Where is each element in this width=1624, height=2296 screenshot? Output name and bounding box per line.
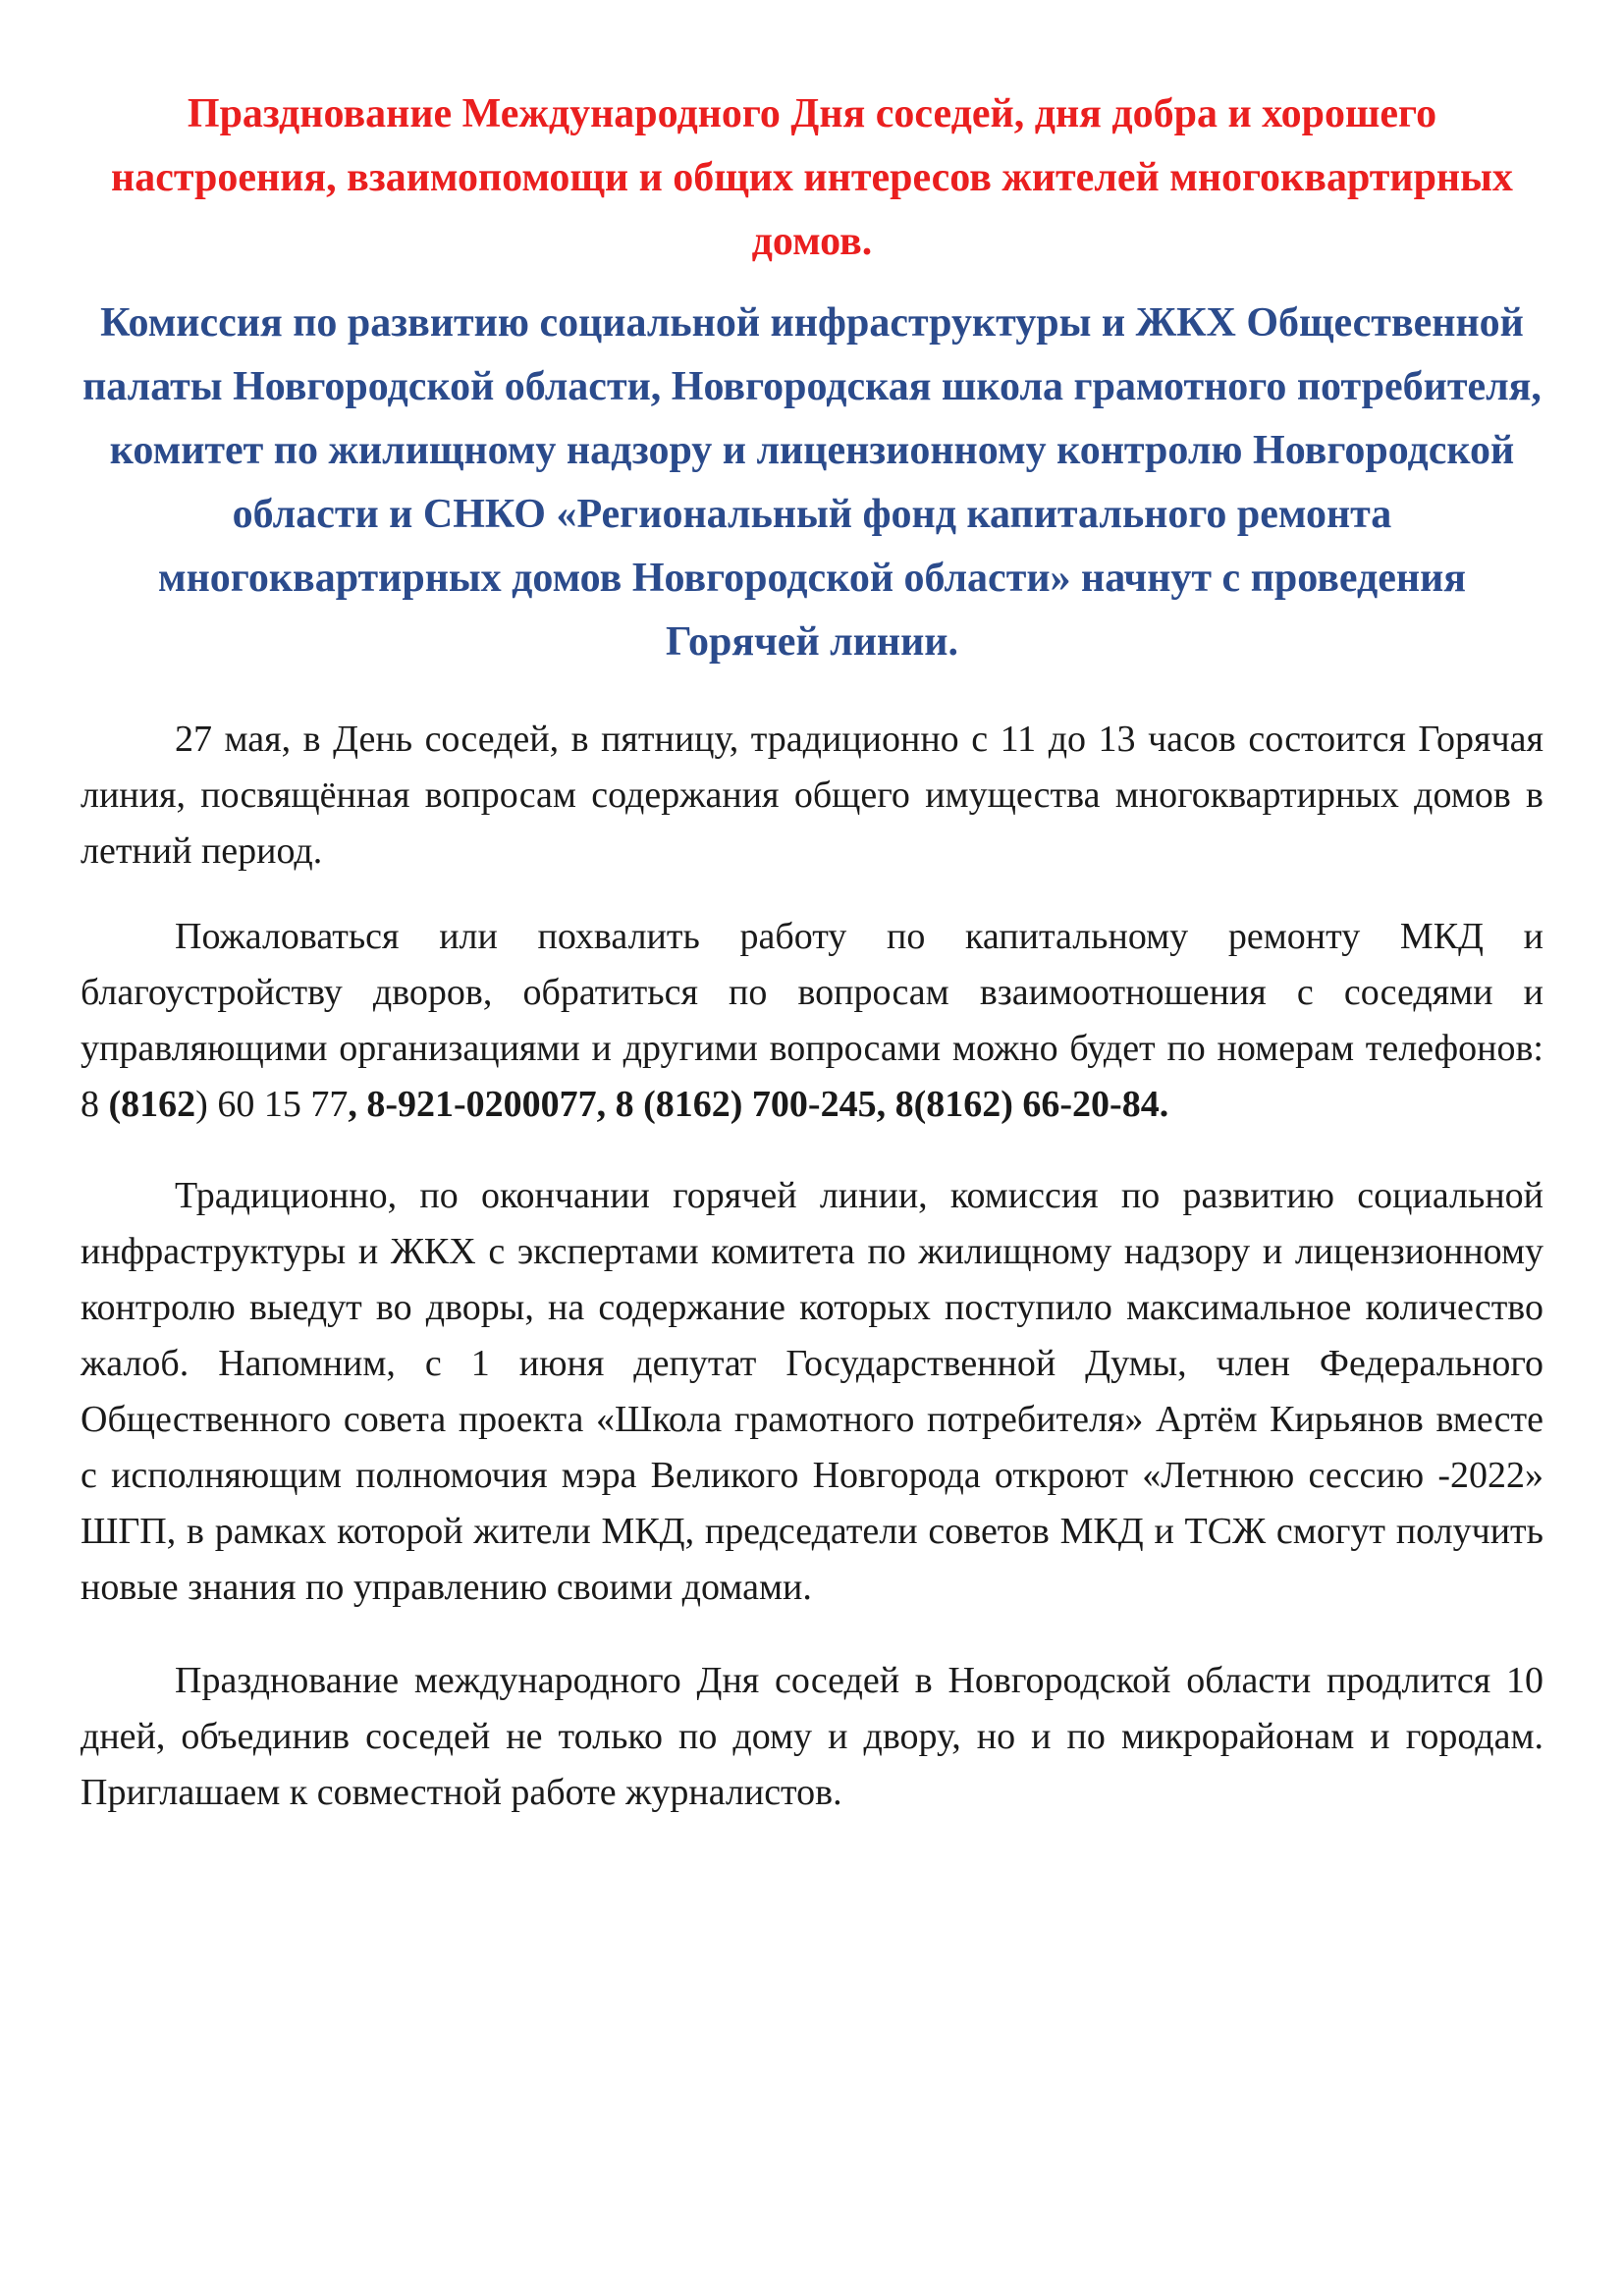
phone-numbers-rest: , 8-921-0200077, 8 (8162) 700-245, 8(8162) 66-20-84. [348,1084,1169,1125]
celebration-paragraph: Празднование международного Дня соседей в Новгородской области продлится 10 дней, объединив соседей не только по дому и двору, но и по микрорайонам и городам. Приглашаем к совместной работе журналистов. [81,1660,1543,1813]
phone-code-1-close: ) [195,1084,208,1125]
phone-intro-text: Пожаловаться или похвалить работу по капитальному ремонту МКД и благоустройству дворов, обратиться по вопросам взаимоотношения с соседями и управляющими организациями и другими вопросами можно будет по номерам телефонов: 8 [81,916,1543,1125]
hotline-date-paragraph: 27 мая, в День соседей, в пятницу, традиционно с 11 до 13 часов состоится Горячая линия, посвящённая вопросам содержания общего имущества многоквартирных домов в летний период. [81,719,1543,872]
phone-code-1: (8162 [108,1084,196,1125]
event-title: Празднование Международного Дня соседей, дня добра и хорошего настроения, взаимопомощи и общих интересов жителей многоквартирных домов. [111,91,1513,264]
document-page [81,82,1543,1821]
phone-numbers-paragraph [81,909,1543,1133]
visits-paragraph: Традиционно, по окончании горячей линии, комиссия по развитию социальной инфраструктуры и ЖКХ с экспертами комитета по жилищному надзору и лицензионному контролю выедут во дворы, на содержание которых поступило максимальное количество жалоб. Напомним, с 1 июня депутат Государственной Думы, член Федерального Общественного совета проекта «Школа грамотного потребителя» Артём Кирьянов вместе с исполняющим полномочия мэра Великого Новгорода откроют «Летнюю сессию -2022» ШГП, в рамках которой жители МКД, председатели советов МКД и ТСЖ смогут получить новые знания по управлению своими домами. [81,1175,1543,1608]
organizers-heading: Комиссия по развитию социальной инфраструктуры и ЖКХ Общественной палаты Новгородской области, Новгородская школа грамотного потребителя, комитет по жилищному надзору и лицензионному контролю Новгородской области и СНКО «Региональный фонд капитального ремонта многоквартирных домов Новгородской области» начнут с проведения Горячей линии. [82,300,1542,665]
phone-number-1: 60 15 77 [207,1084,349,1125]
